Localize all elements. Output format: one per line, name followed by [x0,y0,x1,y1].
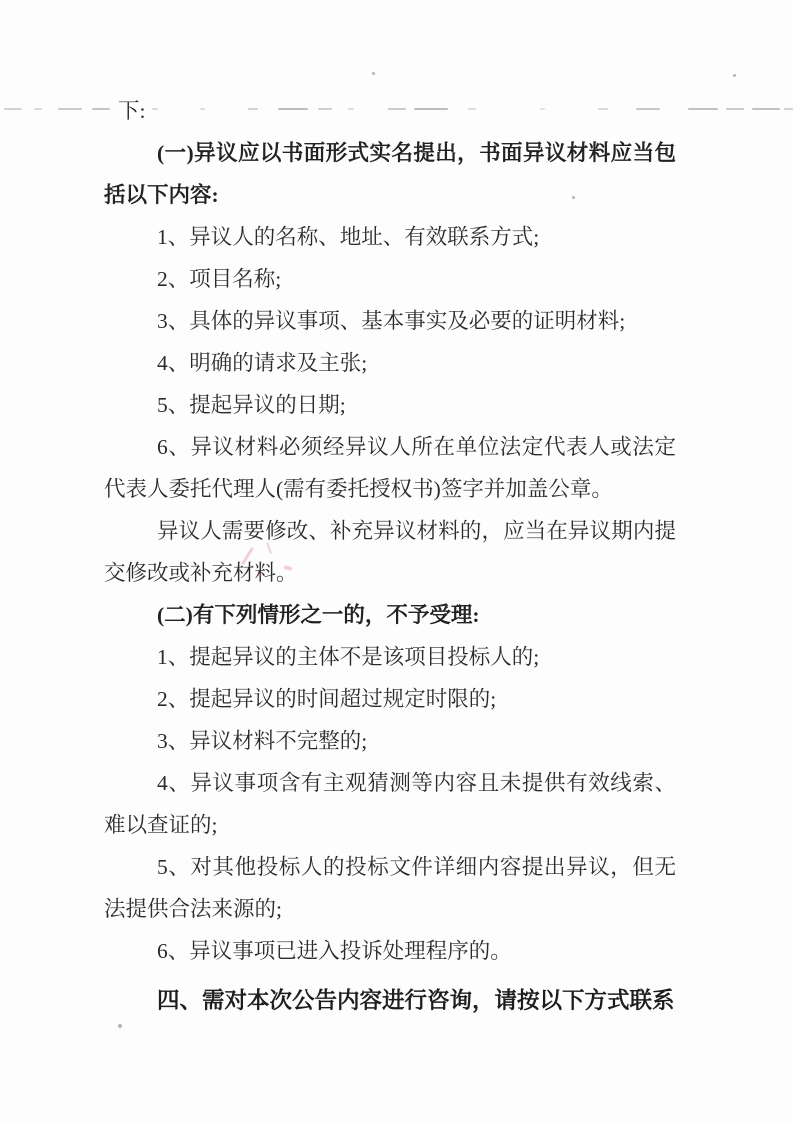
doc-line: 四、需对本次公告内容进行咨询，请按以下方式联系 [157,988,675,1013]
doc-line: 1、异议人的名称、地址、有效联系方式; [157,225,540,249]
scan-speck [372,72,375,75]
doc-line: 交修改或补充材料。 [104,561,298,585]
doc-line: 3、具体的异议事项、基本事实及必要的证明材料; [157,309,626,333]
doc-line: 1、提起异议的主体不是该项目投标人的; [157,645,540,669]
scan-noise-dash [34,108,42,110]
scan-speck [733,74,736,77]
doc-line: 5、对其他投标人的投标文件详细内容提出异议，但无 [157,855,676,879]
doc-line: 下: [118,99,146,123]
scan-noise-dash [726,108,744,110]
scan-noise-dash [4,108,22,110]
doc-line: 6、异议事项已进入投诉处理程序的。 [157,939,512,963]
doc-line: 法提供合法来源的; [104,897,282,921]
scan-noise-dash [784,108,793,110]
doc-line: 代表人委托代理人(需有委托授权书)签字并加盖公章。 [104,477,613,501]
scan-speck [118,1024,122,1028]
pink-smudge-mark [258,573,262,576]
scan-noise-dash [58,108,82,110]
scan-speck [572,196,575,199]
doc-line: 6、异议材料必须经异议人所在单位法定代表人或法定 [157,435,676,459]
doc-line: 括以下内容: [104,183,219,207]
doc-line: 异议人需要修改、补充异议材料的，应当在异议期内提 [157,519,676,543]
doc-line: 5、提起异议的日期; [157,393,346,417]
scan-noise-dash [752,108,780,110]
doc-line: (一)异议应以书面形式实名提出，书面异议材料应当包 [157,141,676,165]
document-text-block [104,90,676,1022]
doc-line: (二)有下列情形之一的，不予受理: [157,603,480,627]
scan-noise-dash [688,108,718,110]
doc-line: 4、明确的请求及主张; [157,351,368,375]
doc-line: 难以查证的; [104,813,218,837]
doc-line: 4、异议事项含有主观猜测等内容且未提供有效线索、 [157,771,676,795]
doc-line: 3、异议材料不完整的; [157,729,368,753]
doc-line: 2、提起异议的时间超过规定时限的; [157,687,497,711]
doc-line: 2、项目名称; [157,267,282,291]
